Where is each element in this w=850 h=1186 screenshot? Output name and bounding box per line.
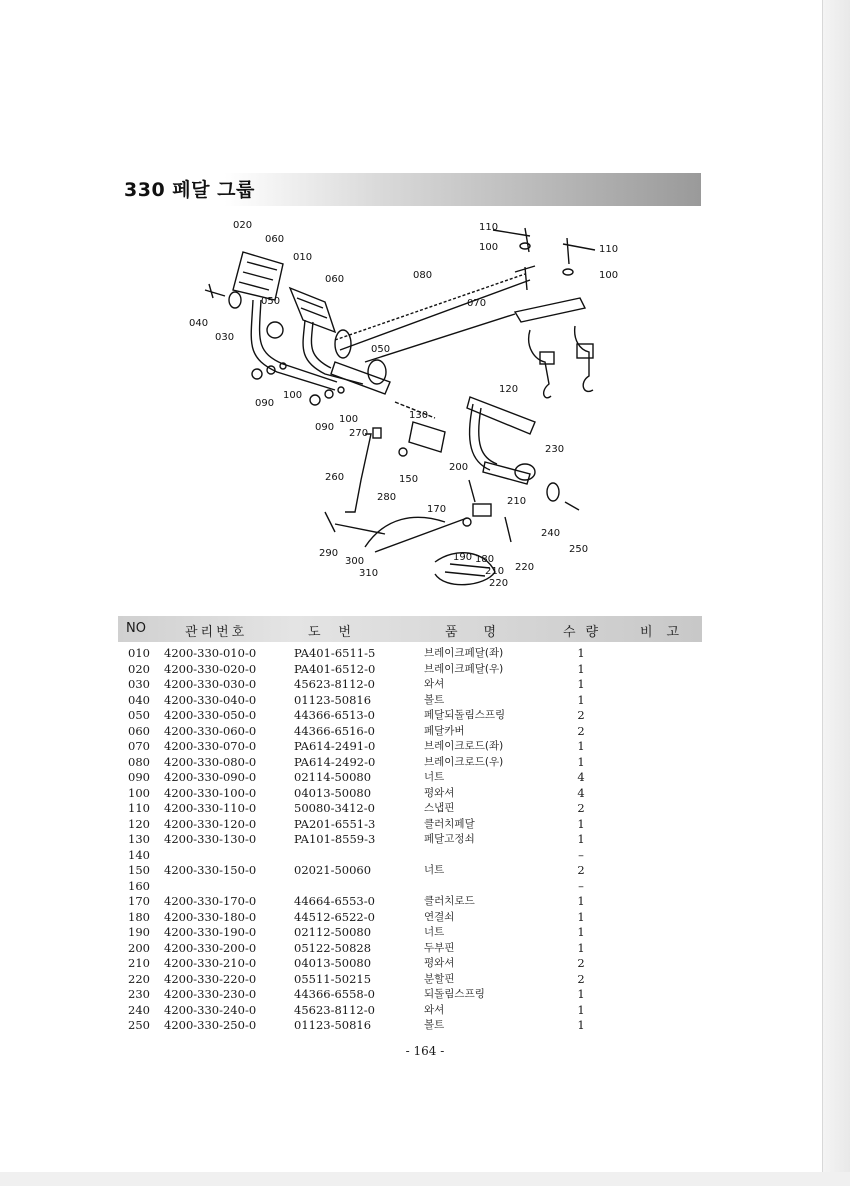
cell-part-name: 볼트 <box>424 1019 445 1031</box>
pivot-shaft <box>331 362 390 394</box>
cell-drawing-no: 05122-50828 <box>294 940 372 955</box>
cell-part-name: 브레이크페달(좌) <box>424 647 504 659</box>
cell-drawing-no: 44512-6522-0 <box>294 909 375 924</box>
cell-part-name: 평와셔 <box>424 786 455 799</box>
callout-label: 040 <box>189 318 209 329</box>
callout-label: 270 <box>349 428 369 439</box>
scan-border-bottom <box>0 1172 850 1186</box>
nut-150 <box>399 448 407 456</box>
cell-no: 180 <box>128 909 150 924</box>
cell-drawing-no: PA401-6512-0 <box>294 661 376 676</box>
callout-label: 180 <box>475 554 495 565</box>
cell-drawing-no: PA101-8559-3 <box>294 832 376 846</box>
cell-no: 110 <box>128 801 150 815</box>
table-row <box>128 879 698 895</box>
header-remark: 비고 <box>640 625 694 640</box>
callout-label: 170 <box>427 504 447 515</box>
cell-mgmt-no: 4200-330-020-0 <box>164 661 257 676</box>
cell-quantity: 1 <box>577 816 585 831</box>
table-row <box>128 662 698 678</box>
header-part-name: 품명 <box>445 625 523 640</box>
callout-label: 190 <box>453 552 473 563</box>
section-title: 330 페달 그룹 <box>124 179 255 201</box>
cell-no: 130 <box>128 832 150 846</box>
cell-drawing-no: 02112-50080 <box>294 925 372 939</box>
callout-label: 200 <box>449 462 469 473</box>
cell-quantity: 2 <box>577 723 585 738</box>
callout-label: 110 <box>479 222 499 233</box>
cell-part-name: 페달되돌림스프링 <box>424 709 506 721</box>
table-row <box>128 972 698 988</box>
cell-drawing-no: 44366-6513-0 <box>294 708 375 722</box>
callout-label: 130 <box>409 410 429 421</box>
cell-quantity: – <box>578 878 584 893</box>
callout-label: 210 <box>507 496 527 507</box>
cell-no: 210 <box>128 956 150 970</box>
cell-drawing-no: PA614-2492-0 <box>294 754 376 769</box>
cell-quantity: 1 <box>577 925 585 939</box>
header-mgmt-no: 관리번호 <box>185 625 248 640</box>
table-row <box>128 910 698 926</box>
callout-label: 090 <box>315 422 335 433</box>
cell-drawing-no: 04013-50080 <box>294 956 372 970</box>
cell-no: 240 <box>128 1002 150 1017</box>
callout-label: 060 <box>325 274 345 285</box>
callout-label: 050 <box>371 344 391 355</box>
cell-quantity: 1 <box>577 832 585 846</box>
table-row <box>128 987 698 1003</box>
cell-drawing-no: 44366-6558-0 <box>294 987 375 1001</box>
cell-no: 230 <box>128 987 150 1001</box>
callout-label: 100 <box>283 390 303 401</box>
bolt-040 <box>205 284 225 298</box>
pedal-bracket-130 <box>409 422 445 452</box>
cell-drawing-no: 45623-8112-0 <box>294 677 375 691</box>
cell-mgmt-no: 4200-330-060-0 <box>164 723 257 738</box>
cell-part-name: 와셔 <box>424 1003 445 1016</box>
cell-drawing-no: 02021-50060 <box>294 863 372 877</box>
cell-no: 010 <box>128 646 150 660</box>
cell-no: 090 <box>128 770 150 784</box>
snap-pin-110-right <box>563 238 595 264</box>
page-number: - 164 - <box>405 1044 445 1058</box>
cell-mgmt-no: 4200-330-150-0 <box>164 863 257 877</box>
callout-label: 070 <box>467 298 487 309</box>
clutch-pedal-pad <box>467 397 535 434</box>
brake-rod-080 <box>335 274 525 340</box>
callout-label: 100 <box>339 414 359 425</box>
head-pin-200 <box>469 480 475 502</box>
table-row <box>128 1003 698 1019</box>
brake-arm-right <box>575 326 593 391</box>
cell-part-name: 스냅핀 <box>424 802 455 814</box>
cell-quantity: 2 <box>577 971 585 986</box>
cell-quantity: 4 <box>577 770 585 784</box>
bolt-250 <box>565 502 579 510</box>
callout-label: 280 <box>377 492 397 503</box>
cell-part-name: 브레이크페달(우) <box>424 662 504 675</box>
cell-no: 200 <box>128 940 150 955</box>
table-row <box>128 832 698 848</box>
cell-mgmt-no: 4200-330-080-0 <box>164 754 257 769</box>
cell-mgmt-no: 4200-330-180-0 <box>164 909 257 924</box>
cell-quantity: 1 <box>577 739 585 753</box>
scan-border-right <box>822 0 850 1186</box>
table-row <box>128 817 698 833</box>
table-row <box>128 724 698 740</box>
cell-quantity: 1 <box>577 894 585 908</box>
cell-quantity: 2 <box>577 956 585 970</box>
cell-no: 040 <box>128 692 150 707</box>
pedal-assembly-diagram <box>185 212 635 597</box>
cell-part-name: 볼트 <box>424 693 445 706</box>
nut-190 <box>463 518 471 526</box>
cell-part-name: 브레이크로드(좌) <box>424 740 504 752</box>
cell-mgmt-no: 4200-330-120-0 <box>164 816 257 831</box>
table-row <box>128 646 698 662</box>
cell-no: 030 <box>128 677 150 691</box>
cell-mgmt-no: 4200-330-070-0 <box>164 739 257 753</box>
cell-part-name: 두부핀 <box>424 941 455 954</box>
callout-label: 090 <box>255 398 275 409</box>
cell-drawing-no: 01123-50816 <box>294 692 372 707</box>
cell-part-name: 와셔 <box>424 678 445 690</box>
return-spring-050 <box>335 330 351 358</box>
callout-label: 080 <box>413 270 433 281</box>
cell-mgmt-no: 4200-330-210-0 <box>164 956 257 970</box>
cell-no: 140 <box>128 847 150 862</box>
cell-no: 050 <box>128 708 150 722</box>
cell-mgmt-no: 4200-330-170-0 <box>164 894 257 908</box>
cell-quantity: 1 <box>577 646 585 660</box>
cell-drawing-no: PA614-2491-0 <box>294 739 376 753</box>
cell-mgmt-no: 4200-330-190-0 <box>164 925 257 939</box>
callout-label: 260 <box>325 472 345 483</box>
table-row <box>128 708 698 724</box>
cell-quantity: 4 <box>577 785 585 800</box>
cell-quantity: 1 <box>577 661 585 676</box>
cell-quantity: 1 <box>577 692 585 707</box>
callout-label: 120 <box>499 384 519 395</box>
cell-mgmt-no: 4200-330-110-0 <box>164 801 257 815</box>
washer-240 <box>547 483 559 501</box>
table-row <box>128 693 698 709</box>
cell-mgmt-no: 4200-330-220-0 <box>164 971 257 986</box>
cell-drawing-no: 04013-50080 <box>294 785 372 800</box>
lever-260 <box>345 434 371 512</box>
callout-label: 030 <box>215 332 235 343</box>
cell-quantity: 1 <box>577 754 585 769</box>
callout-label: 100 <box>479 242 499 253</box>
cell-mgmt-no: 4200-330-250-0 <box>164 1018 257 1032</box>
cell-mgmt-no: 4200-330-130-0 <box>164 832 257 846</box>
callout-label: 250 <box>569 544 589 555</box>
table-row <box>128 956 698 972</box>
cell-mgmt-no: 4200-330-010-0 <box>164 646 257 660</box>
cell-quantity: – <box>578 847 584 862</box>
cell-no: 250 <box>128 1018 150 1032</box>
parts-table-header <box>118 616 702 642</box>
callout-label: 010 <box>293 252 313 263</box>
callout-label: 050 <box>261 296 281 307</box>
cell-mgmt-no: 4200-330-200-0 <box>164 940 257 955</box>
cell-no: 170 <box>128 894 150 908</box>
table-row <box>128 801 698 817</box>
cell-part-name: 너트 <box>424 864 445 876</box>
cell-part-name: 클러치페달 <box>424 817 475 830</box>
cell-quantity: 1 <box>577 677 585 691</box>
cell-no: 020 <box>128 661 150 676</box>
cell-quantity: 2 <box>577 708 585 722</box>
cell-part-name: 분할핀 <box>424 972 455 985</box>
cell-drawing-no: 45623-8112-0 <box>294 1002 375 1017</box>
header-no: NO <box>126 621 146 636</box>
cell-no: 100 <box>128 785 150 800</box>
callout-label: 210 <box>485 566 505 577</box>
cell-part-name: 평와셔 <box>424 957 455 969</box>
joint-180 <box>473 504 491 516</box>
cell-drawing-no: PA401-6511-5 <box>294 646 376 660</box>
cell-quantity: 1 <box>577 1002 585 1017</box>
header-quantity: 수량 <box>563 625 609 640</box>
cell-mgmt-no: 4200-330-090-0 <box>164 770 257 784</box>
washer-030 <box>229 292 241 308</box>
cell-drawing-no: 01123-50816 <box>294 1018 372 1032</box>
cell-drawing-no: 44664-6553-0 <box>294 894 375 908</box>
callout-label: 220 <box>515 562 535 573</box>
cell-mgmt-no: 4200-330-040-0 <box>164 692 257 707</box>
cell-drawing-no: 05511-50215 <box>294 971 372 986</box>
callout-label: 150 <box>399 474 419 485</box>
cell-quantity: 1 <box>577 940 585 955</box>
cell-drawing-no: 50080-3412-0 <box>294 801 375 815</box>
cell-no: 120 <box>128 816 150 831</box>
callout-label: 310 <box>359 568 379 579</box>
table-row <box>128 863 698 879</box>
callout-label: 060 <box>265 234 285 245</box>
cell-no: 060 <box>128 723 150 738</box>
cell-quantity: 1 <box>577 1018 585 1032</box>
clutch-rod-170 <box>375 518 467 552</box>
cell-part-name: 되돌림스프링 <box>424 988 485 1000</box>
cell-drawing-no: 44366-6516-0 <box>294 723 375 738</box>
cell-no: 150 <box>128 863 150 877</box>
cell-no: 080 <box>128 754 150 769</box>
cell-mgmt-no: 4200-330-230-0 <box>164 987 257 1001</box>
callout-label: 020 <box>233 220 253 231</box>
cell-mgmt-no: 4200-330-030-0 <box>164 677 257 691</box>
cell-quantity: 2 <box>577 863 585 877</box>
callout-label: 240 <box>541 528 561 539</box>
cell-part-name: 페달카버 <box>424 724 465 737</box>
cell-drawing-no: 02114-50080 <box>294 770 372 784</box>
cell-no: 160 <box>128 878 150 893</box>
table-row <box>128 677 698 693</box>
callout-label: 220 <box>489 578 509 589</box>
return-spring-left <box>267 322 283 338</box>
parts-table-body <box>128 646 698 1034</box>
table-row <box>128 941 698 957</box>
cell-part-name: 클러치로드 <box>424 895 475 907</box>
callout-label: 290 <box>319 548 339 559</box>
cell-quantity: 1 <box>577 909 585 924</box>
cell-mgmt-no: 4200-330-050-0 <box>164 708 257 722</box>
cell-part-name: 너트 <box>424 771 445 783</box>
callout-label: 110 <box>599 244 619 255</box>
cell-mgmt-no: 4200-330-100-0 <box>164 785 257 800</box>
callout-label: 300 <box>345 556 365 567</box>
table-row <box>128 739 698 755</box>
cell-drawing-no: PA201-6551-3 <box>294 816 376 831</box>
cell-quantity: 2 <box>577 801 585 815</box>
cell-no: 220 <box>128 971 150 986</box>
table-row <box>128 894 698 910</box>
split-pin-220 <box>505 517 511 542</box>
cell-part-name: 페달고정쇠 <box>424 833 475 845</box>
table-row <box>128 848 698 864</box>
table-row <box>128 770 698 786</box>
table-row <box>128 1018 698 1034</box>
cell-part-name: 너트 <box>424 926 445 938</box>
cell-no: 190 <box>128 925 150 939</box>
table-row <box>128 786 698 802</box>
cell-mgmt-no: 4200-330-240-0 <box>164 1002 257 1017</box>
cell-quantity: 1 <box>577 987 585 1001</box>
table-row <box>128 755 698 771</box>
callout-label: 230 <box>545 444 565 455</box>
grip-270 <box>373 428 381 438</box>
cell-no: 070 <box>128 739 150 753</box>
callout-label: 100 <box>599 270 619 281</box>
table-row <box>128 925 698 941</box>
cell-part-name: 연결쇠 <box>424 910 455 923</box>
cell-part-name: 브레이크로드(우) <box>424 755 504 768</box>
header-drawing-no: 도번 <box>308 625 370 640</box>
